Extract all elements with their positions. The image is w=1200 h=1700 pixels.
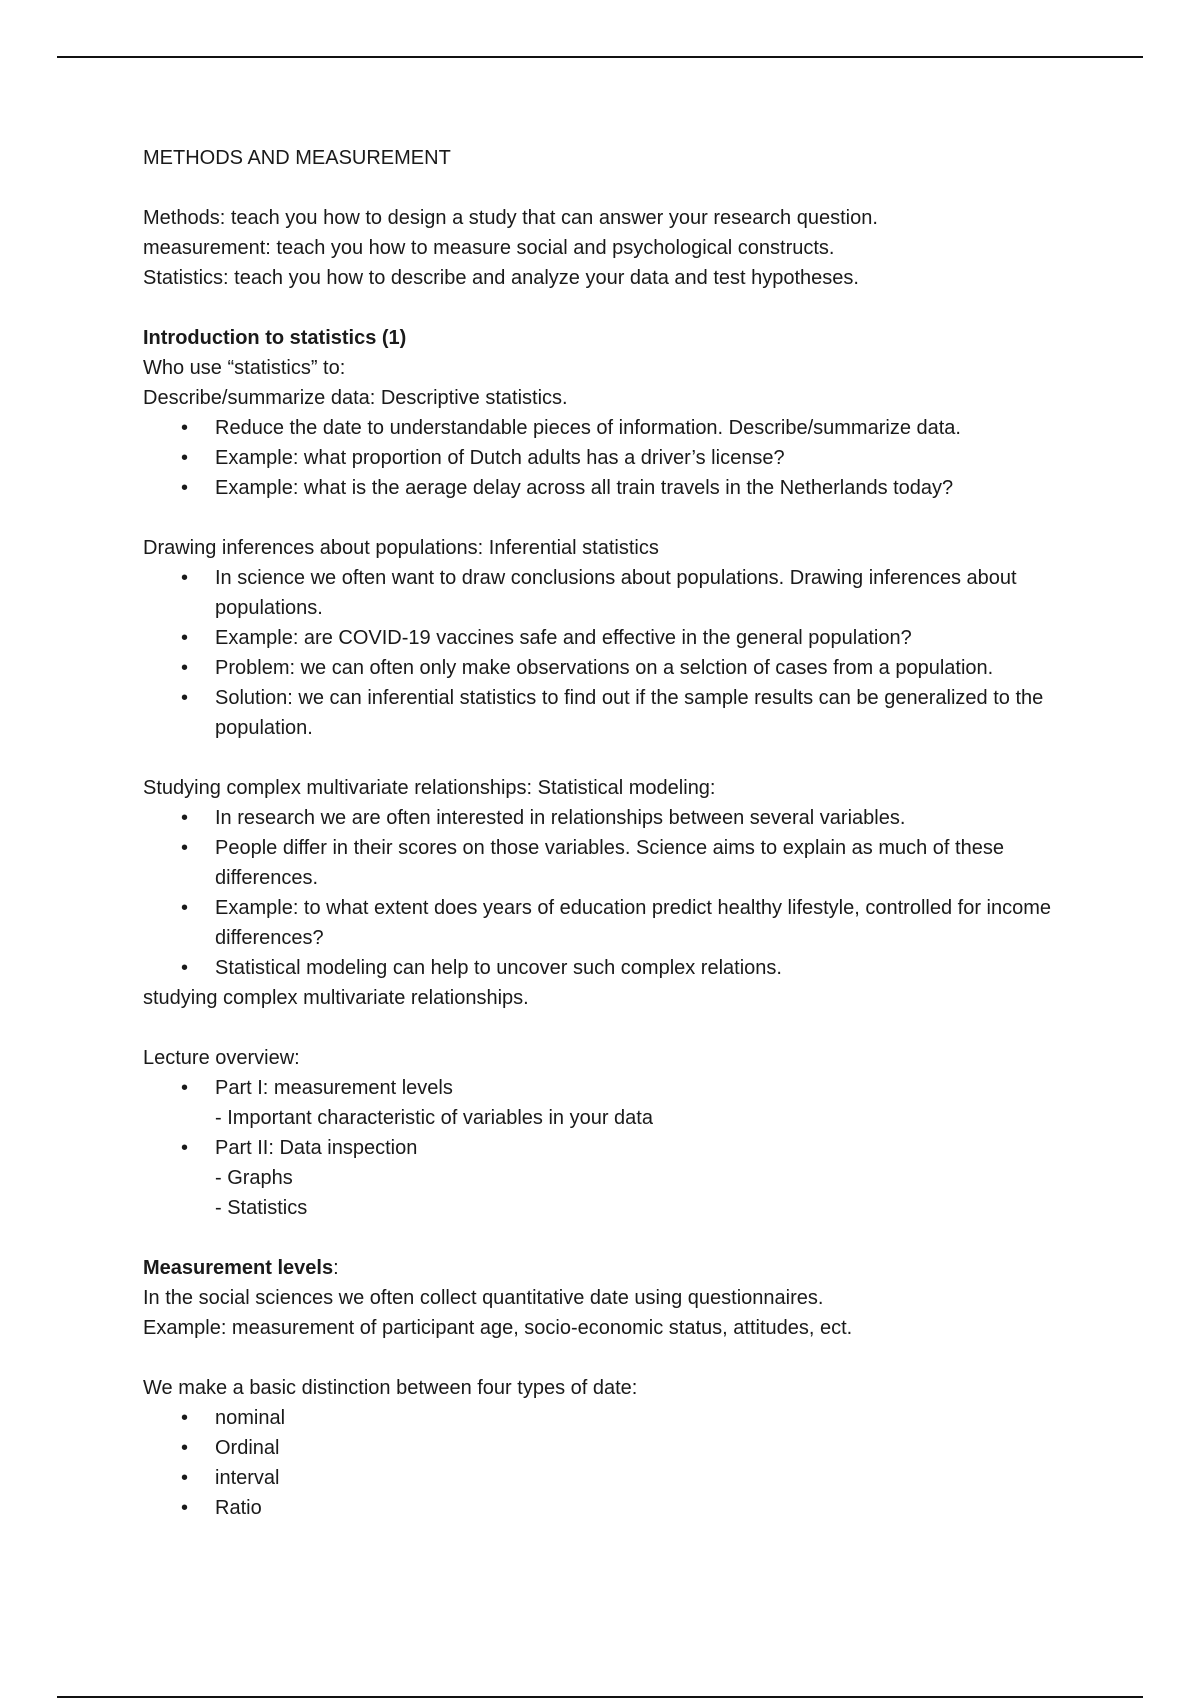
- inferential-heading: Drawing inferences about populations: Inferential statistics: [143, 537, 659, 559]
- overview-part2-sub-graphs: - Graphs: [215, 1167, 293, 1189]
- overview-part2: • Part II: Data inspection: [215, 1137, 418, 1159]
- list-item: • Problem: we can often only make observations on a selction of cases from a population.: [143, 653, 1083, 683]
- levels-line2: Example: measurement of participant age, socio-economic status, attitudes, ect.: [143, 1317, 853, 1339]
- list-item: • Ratio: [143, 1493, 1083, 1523]
- bottom-rule: [57, 1696, 1143, 1698]
- list-item: • Ordinal: [143, 1433, 1083, 1463]
- overview-bullet-list: [143, 1073, 1083, 1223]
- list-item: • Example: what is the aerage delay across all train travels in the Netherlands today?: [143, 473, 1083, 503]
- page-title: METHODS AND MEASUREMENT: [143, 147, 451, 169]
- levels-heading-colon: :: [333, 1257, 339, 1279]
- list-item: • Example: are COVID-19 vaccines safe and effective in the general population?: [143, 623, 1083, 653]
- overview-part1-sub: - Important characteristic of variables in your data: [215, 1107, 653, 1129]
- top-rule: [57, 56, 1143, 58]
- intro-stats-line2: Describe/summarize data: Descriptive statistics.: [143, 387, 568, 409]
- list-item: • nominal: [143, 1403, 1083, 1433]
- list-item: • In science we often want to draw conclusions about populations. Drawing inferences about populations.: [143, 563, 1083, 623]
- modeling-bullet-list: [143, 803, 1083, 983]
- list-item: • In research we are often interested in relationships between several variables.: [143, 803, 1083, 833]
- levels-line1: In the social sciences we often collect quantitative date using questionnaires.: [143, 1287, 824, 1309]
- levels-heading: Measurement levels: [143, 1257, 334, 1279]
- overview-part1: • Part I: measurement levels: [215, 1077, 453, 1099]
- overview-heading: Lecture overview:: [143, 1047, 300, 1069]
- intro-line-statistics: Statistics: teach you how to describe and analyze your data and test hypotheses.: [143, 267, 859, 289]
- descriptive-bullet-list: [143, 413, 1083, 503]
- list-item: • Example: to what extent does years of education predict healthy lifestyle, controlled for income differences?: [143, 893, 1083, 953]
- inferential-bullet-list: [143, 563, 1083, 743]
- intro-stats-heading: Introduction to statistics (1): [143, 327, 407, 349]
- list-item: • Example: what proportion of Dutch adults has a driver’s license?: [143, 443, 1083, 473]
- data-types-bullet-list: [143, 1403, 1083, 1523]
- intro-stats-line1: Who use “statistics” to:: [143, 357, 346, 379]
- list-item: • Statistical modeling can help to uncover such complex relations.: [143, 953, 1083, 983]
- levels-heading-line: [143, 1253, 1083, 1283]
- intro-line-measurement: measurement: teach you how to measure social and psychological constructs.: [143, 237, 835, 259]
- list-item: • People differ in their scores on those variables. Science aims to explain as much of these differences.: [143, 833, 1083, 893]
- levels-line3: We make a basic distinction between four types of date:: [143, 1377, 638, 1399]
- list-item: [143, 1133, 1083, 1223]
- modeling-closing: studying complex multivariate relationships.: [143, 987, 529, 1009]
- list-item: • Reduce the date to understandable pieces of information. Describe/summarize data.: [143, 413, 1083, 443]
- list-item: [143, 1073, 1083, 1133]
- intro-line-methods: Methods: teach you how to design a study that can answer your research question.: [143, 207, 878, 229]
- overview-part2-sub-statistics: - Statistics: [215, 1197, 308, 1219]
- document-body: [143, 143, 1083, 1523]
- list-item: • interval: [143, 1463, 1083, 1493]
- modeling-heading: Studying complex multivariate relationships: Statistical modeling:: [143, 777, 716, 799]
- list-item: • Solution: we can inferential statistics to find out if the sample results can be generalized to the population.: [143, 683, 1083, 743]
